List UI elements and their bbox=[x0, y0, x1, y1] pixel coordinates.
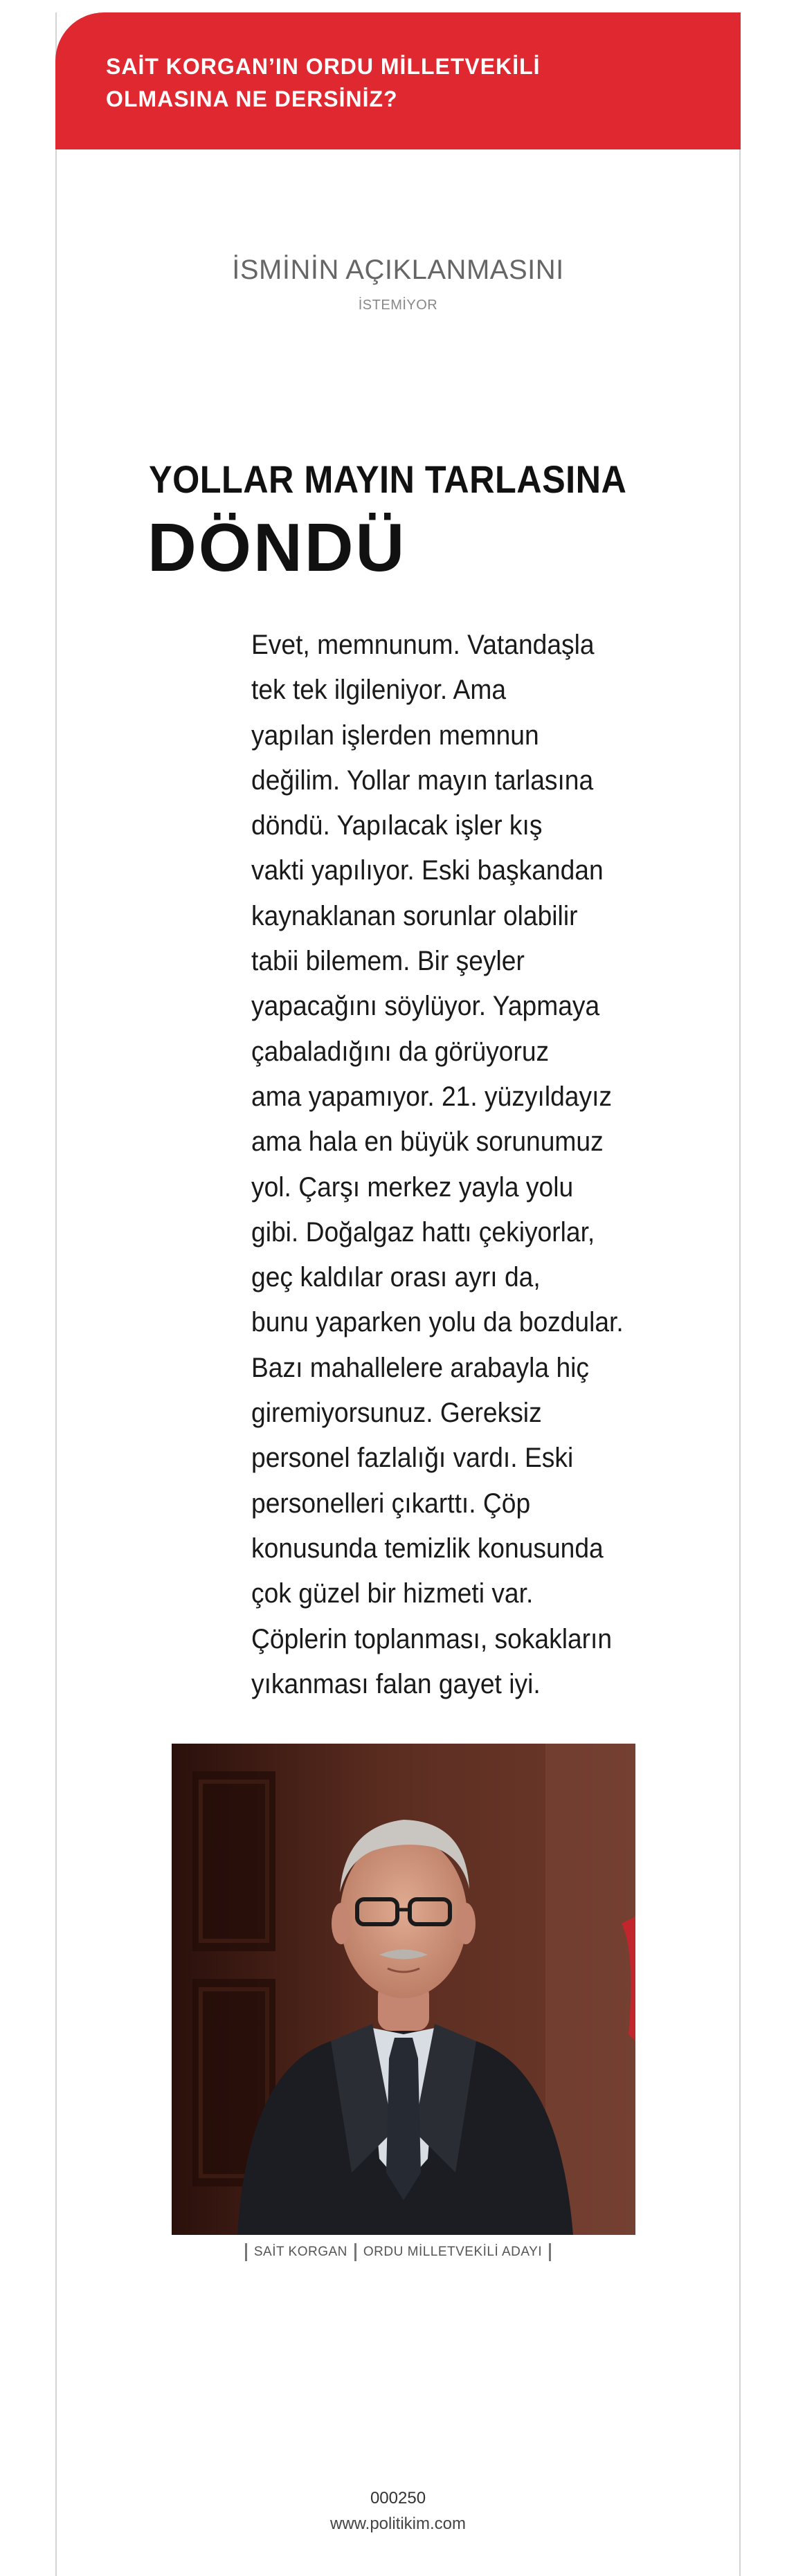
body-line: ama yapamıyor. 21. yüzyıldayız bbox=[251, 1081, 613, 1112]
caption-name: SAİT KORGAN bbox=[253, 2245, 347, 2259]
body-line: yapılan işlerden memnun bbox=[251, 720, 539, 751]
caption-role: ORDU MİLLETVEKİLİ ADAYI bbox=[363, 2245, 543, 2259]
article-body bbox=[251, 623, 637, 1707]
body-line: personel fazlalığı vardı. Eski bbox=[251, 1443, 574, 1474]
body-line: bunu yaparken yolu da bozdular. bbox=[251, 1307, 624, 1338]
body-line: giremiyorsunuz. Gereksiz bbox=[251, 1398, 542, 1429]
photo-caption bbox=[0, 2243, 796, 2261]
body-line: personelleri çıkarttı. Çöp bbox=[251, 1488, 531, 1519]
body-line: Bazı mahallelere arabayla hiç bbox=[251, 1352, 590, 1383]
portrait-photo bbox=[172, 1744, 635, 2235]
body-line: yol. Çarşı merkez yayla yolu bbox=[251, 1171, 574, 1203]
banner-title-line-2: OLMASINA NE DERSİNİZ? bbox=[106, 86, 398, 111]
body-line: çok güzel bir hizmeti var. bbox=[251, 1578, 534, 1609]
respondent-note: İSTEMİYOR bbox=[358, 298, 438, 313]
body-line: geç kaldılar orası ayrı da, bbox=[251, 1262, 541, 1293]
body-line: tek tek ilgileniyor. Ama bbox=[251, 675, 507, 706]
body-line: gibi. Doğalgaz hattı çekiyorlar, bbox=[251, 1216, 595, 1248]
body-line: yapacağını söylüyor. Yapmaya bbox=[251, 991, 600, 1022]
body-line: konusunda temizlik konusunda bbox=[251, 1533, 604, 1564]
site-url[interactable]: www.politikim.com bbox=[329, 2514, 467, 2533]
body-line: vakti yapılıyor. Eski başkandan bbox=[251, 855, 604, 886]
banner-title-line-1: SAİT KORGAN’IN ORDU MİLLETVEKİLİ bbox=[106, 54, 541, 79]
question-banner bbox=[55, 12, 741, 149]
headline-line-2: DÖNDÜ bbox=[147, 509, 407, 585]
body-line: Evet, memnunum. Vatandaşla bbox=[251, 630, 595, 660]
caption-divider bbox=[354, 2243, 356, 2261]
body-line: yıkanması falan gayet iyi. bbox=[251, 1668, 541, 1699]
page-code: 000250 bbox=[370, 2489, 426, 2508]
body-line: döndü. Yapılacak işler kış bbox=[251, 810, 543, 841]
body-line: kaynaklanan sorunlar olabilir bbox=[251, 900, 578, 931]
caption-divider bbox=[549, 2243, 551, 2261]
body-line: değilim. Yollar mayın tarlasına bbox=[251, 765, 594, 796]
headline-line-1: YOLLAR MAYIN TARLASINA bbox=[149, 457, 627, 501]
caption-divider bbox=[245, 2243, 247, 2261]
body-line: Çöplerin toplanması, sokakların bbox=[251, 1623, 613, 1654]
respondent-name: İSMİNİN AÇIKLANMASINI bbox=[232, 255, 564, 285]
body-line: ama hala en büyük sorunumuz bbox=[251, 1126, 604, 1158]
body-line: tabii bilemem. Bir şeyler bbox=[251, 946, 525, 977]
body-line: çabaladığını da görüyoruz bbox=[251, 1036, 550, 1067]
portrait-illustration bbox=[172, 1744, 635, 2235]
